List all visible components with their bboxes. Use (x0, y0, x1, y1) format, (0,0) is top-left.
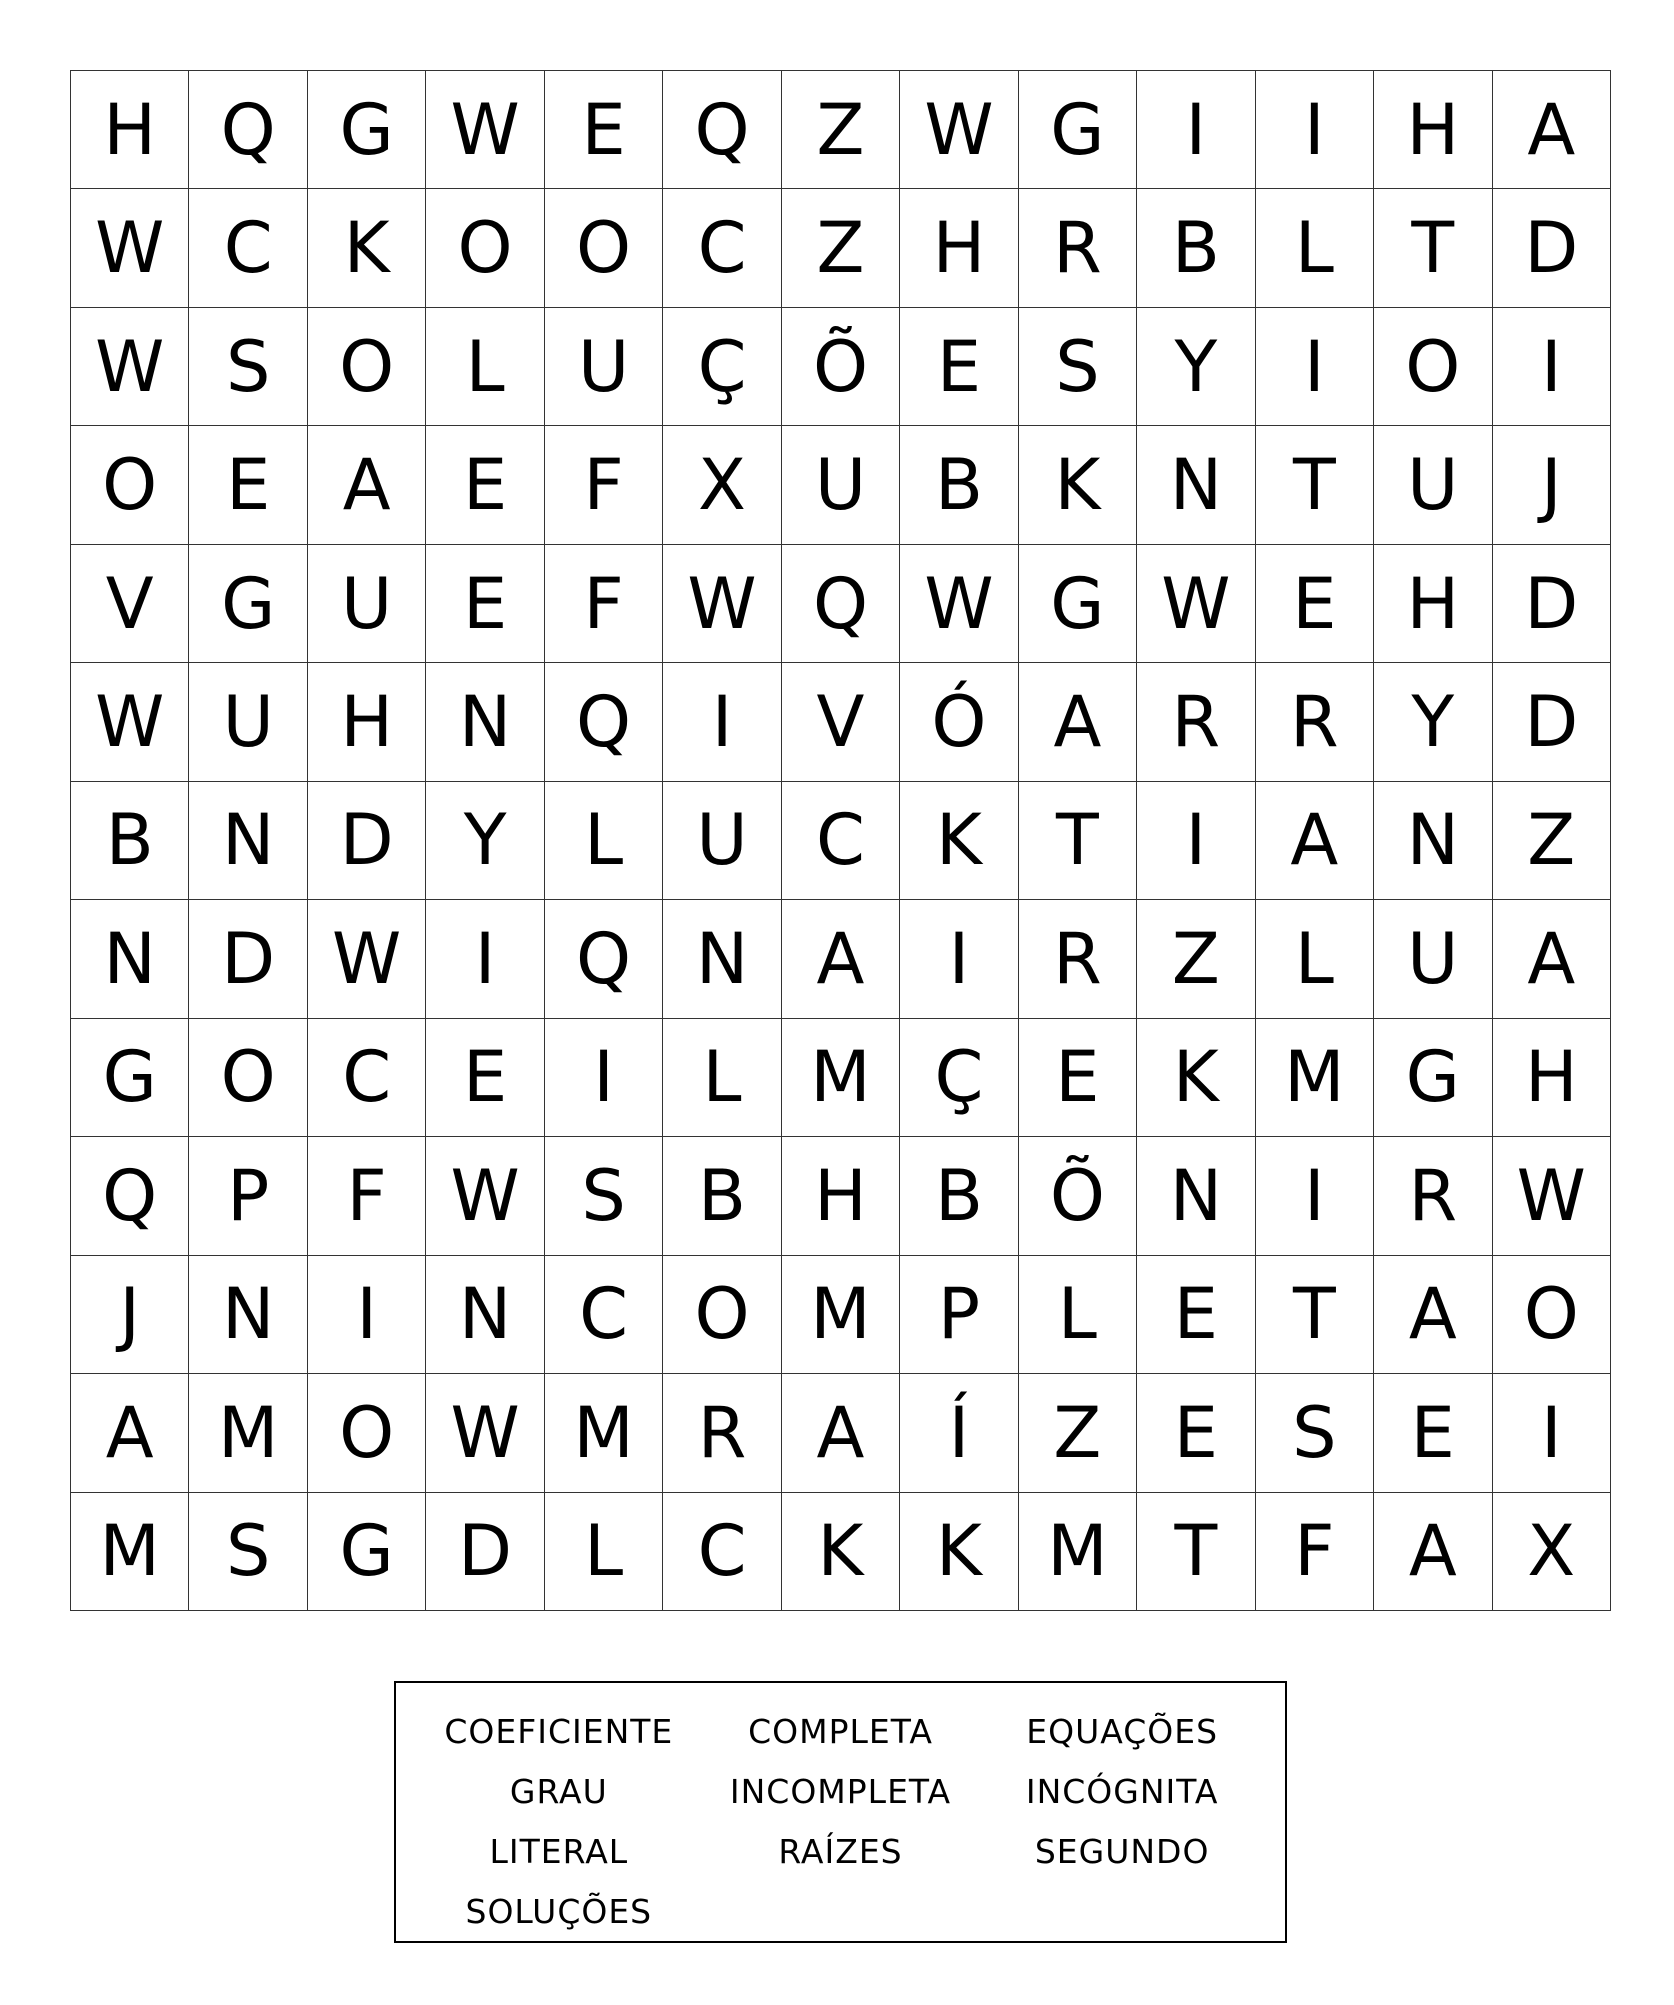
grid-cell[interactable]: Z (782, 189, 900, 307)
grid-cell[interactable]: H (308, 663, 426, 781)
grid-cell[interactable]: X (663, 426, 781, 544)
grid-cell[interactable]: A (1374, 1256, 1492, 1374)
grid-cell[interactable]: C (308, 1019, 426, 1137)
grid-cell[interactable]: T (1256, 1256, 1374, 1374)
grid-cell[interactable]: H (1374, 71, 1492, 189)
grid-cell[interactable]: M (71, 1493, 189, 1611)
grid-cell[interactable]: M (782, 1256, 900, 1374)
grid-cell[interactable]: N (189, 1256, 307, 1374)
grid-cell[interactable]: F (545, 426, 663, 544)
grid-cell[interactable]: A (782, 900, 900, 1018)
grid-cell[interactable]: E (1137, 1374, 1255, 1492)
grid-cell[interactable]: E (1019, 1019, 1137, 1137)
grid-cell[interactable]: Q (189, 71, 307, 189)
grid-cell[interactable]: D (426, 1493, 544, 1611)
grid-cell[interactable]: M (1019, 1493, 1137, 1611)
grid-cell[interactable]: A (1019, 663, 1137, 781)
grid-cell[interactable]: P (900, 1256, 1018, 1374)
grid-cell[interactable]: I (663, 663, 781, 781)
grid-cell[interactable]: H (71, 71, 189, 189)
grid-cell[interactable]: G (308, 1493, 426, 1611)
grid-cell[interactable]: I (900, 900, 1018, 1018)
grid-cell[interactable]: E (426, 426, 544, 544)
grid-cell[interactable]: S (189, 1493, 307, 1611)
grid-cell[interactable]: H (782, 1137, 900, 1255)
grid-cell[interactable]: A (1493, 71, 1611, 189)
grid-cell[interactable]: Ç (900, 1019, 1018, 1137)
grid-cell[interactable]: W (1493, 1137, 1611, 1255)
grid-cell[interactable]: A (1493, 900, 1611, 1018)
grid-cell[interactable]: U (663, 782, 781, 900)
grid-cell[interactable]: Ç (663, 308, 781, 426)
grid-cell[interactable]: K (308, 189, 426, 307)
grid-cell[interactable]: U (308, 545, 426, 663)
grid-cell[interactable]: M (545, 1374, 663, 1492)
grid-cell[interactable]: W (71, 189, 189, 307)
grid-cell[interactable]: S (189, 308, 307, 426)
grid-cell[interactable]: I (1137, 782, 1255, 900)
grid-cell[interactable]: K (1137, 1019, 1255, 1137)
grid-cell[interactable]: O (308, 308, 426, 426)
word-list-item: COMPLETA (748, 1711, 933, 1751)
grid-cell[interactable]: L (545, 1493, 663, 1611)
word-list-item: INCOMPLETA (729, 1771, 952, 1811)
word-list-item: GRAU (509, 1771, 608, 1811)
grid-cell[interactable]: F (545, 545, 663, 663)
grid-cell[interactable]: V (782, 663, 900, 781)
word-list (394, 1681, 1287, 1943)
grid-cell[interactable]: W (663, 545, 781, 663)
grid-cell[interactable]: R (1256, 663, 1374, 781)
grid-cell[interactable]: Ó (900, 663, 1018, 781)
grid-cell[interactable]: T (1374, 189, 1492, 307)
grid-cell[interactable]: W (900, 545, 1018, 663)
grid-cell[interactable]: Z (782, 71, 900, 189)
grid-cell[interactable]: L (1256, 189, 1374, 307)
word-list-item: INCÓGNITA (1025, 1771, 1219, 1811)
grid-cell[interactable]: G (189, 545, 307, 663)
grid-cell[interactable]: N (71, 900, 189, 1018)
grid-cell[interactable]: N (426, 663, 544, 781)
grid-cell[interactable]: W (900, 71, 1018, 189)
grid-cell[interactable]: R (1019, 900, 1137, 1018)
grid-cell[interactable]: Õ (782, 308, 900, 426)
grid-cell[interactable]: U (189, 663, 307, 781)
grid-cell[interactable]: B (900, 1137, 1018, 1255)
grid-cell[interactable]: K (900, 782, 1018, 900)
word-list-item: EQUAÇÕES (1026, 1711, 1219, 1751)
grid-cell[interactable]: H (1493, 1019, 1611, 1137)
grid-cell[interactable]: A (71, 1374, 189, 1492)
grid-cell[interactable]: N (1137, 426, 1255, 544)
grid-cell[interactable]: U (545, 308, 663, 426)
grid-cell[interactable]: T (1137, 1493, 1255, 1611)
grid-cell[interactable]: H (900, 189, 1018, 307)
grid-cell[interactable]: Q (663, 71, 781, 189)
grid-cell[interactable]: E (189, 426, 307, 544)
grid-cell[interactable]: C (545, 1256, 663, 1374)
grid-cell[interactable]: X (1493, 1493, 1611, 1611)
grid-cell[interactable]: A (782, 1374, 900, 1492)
grid-cell[interactable]: R (1374, 1137, 1492, 1255)
grid-cell[interactable]: E (1137, 1256, 1255, 1374)
grid-cell[interactable]: Q (545, 663, 663, 781)
letter-grid (70, 70, 1611, 1611)
grid-cell[interactable]: I (1137, 71, 1255, 189)
grid-cell[interactable]: E (1374, 1374, 1492, 1492)
grid-cell[interactable]: D (1493, 189, 1611, 307)
grid-cell[interactable]: N (189, 782, 307, 900)
grid-cell[interactable]: E (426, 1019, 544, 1137)
grid-cell[interactable]: G (308, 71, 426, 189)
grid-cell[interactable]: G (1019, 71, 1137, 189)
grid-cell[interactable]: E (1256, 545, 1374, 663)
grid-cell[interactable]: S (545, 1137, 663, 1255)
grid-cell[interactable]: O (545, 189, 663, 307)
grid-cell[interactable]: Z (1493, 782, 1611, 900)
grid-cell[interactable]: I (1493, 308, 1611, 426)
grid-cell[interactable]: H (1374, 545, 1492, 663)
grid-cell[interactable]: B (1137, 189, 1255, 307)
grid-cell[interactable]: O (189, 1019, 307, 1137)
grid-cell[interactable]: U (1374, 426, 1492, 544)
grid-cell[interactable]: S (1256, 1374, 1374, 1492)
grid-cell[interactable]: N (426, 1256, 544, 1374)
grid-cell[interactable]: W (426, 71, 544, 189)
grid-cell[interactable]: O (71, 426, 189, 544)
word-list-item: LITERAL (489, 1831, 629, 1871)
grid-cell[interactable]: U (782, 426, 900, 544)
grid-cell[interactable]: T (1019, 782, 1137, 900)
grid-cell[interactable]: Y (1374, 663, 1492, 781)
grid-cell[interactable]: A (308, 426, 426, 544)
grid-cell[interactable]: G (71, 1019, 189, 1137)
grid-cell[interactable]: J (1493, 426, 1611, 544)
grid-cell[interactable]: F (1256, 1493, 1374, 1611)
grid-cell[interactable]: U (1374, 900, 1492, 1018)
grid-cell[interactable]: I (1256, 308, 1374, 426)
grid-cell[interactable]: F (308, 1137, 426, 1255)
grid-cell[interactable]: W (71, 308, 189, 426)
grid-cell[interactable]: Z (1137, 900, 1255, 1018)
grid-cell[interactable]: Q (71, 1137, 189, 1255)
grid-cell[interactable]: A (1374, 1493, 1492, 1611)
grid-cell[interactable]: P (189, 1137, 307, 1255)
grid-cell[interactable]: D (1493, 663, 1611, 781)
grid-cell[interactable]: I (1256, 71, 1374, 189)
word-list-item: COEFICIENTE (444, 1711, 674, 1751)
grid-cell[interactable]: I (1256, 1137, 1374, 1255)
grid-cell[interactable]: Õ (1019, 1137, 1137, 1255)
grid-cell[interactable]: O (1374, 308, 1492, 426)
grid-cell[interactable]: J (71, 1256, 189, 1374)
grid-cell[interactable]: Q (545, 900, 663, 1018)
grid-cell[interactable]: T (1256, 426, 1374, 544)
grid-cell[interactable]: N (663, 900, 781, 1018)
grid-cell[interactable]: L (663, 1019, 781, 1137)
grid-cell[interactable]: E (900, 308, 1018, 426)
grid-cell[interactable]: N (1374, 782, 1492, 900)
grid-cell[interactable]: C (189, 189, 307, 307)
grid-cell[interactable]: Y (1137, 308, 1255, 426)
grid-cell[interactable]: W (308, 900, 426, 1018)
grid-cell[interactable]: W (71, 663, 189, 781)
grid-cell[interactable]: M (189, 1374, 307, 1492)
grid-cell[interactable]: E (545, 71, 663, 189)
grid-cell[interactable]: D (1493, 545, 1611, 663)
grid-cell[interactable]: V (71, 545, 189, 663)
word-list-item: RAÍZES (778, 1831, 903, 1871)
grid-cell[interactable]: I (545, 1019, 663, 1137)
grid-cell[interactable]: M (1256, 1019, 1374, 1137)
grid-cell[interactable]: W (426, 1137, 544, 1255)
grid-cell[interactable]: I (308, 1256, 426, 1374)
grid-cell[interactable]: D (308, 782, 426, 900)
grid-cell[interactable]: R (1137, 663, 1255, 781)
grid-cell[interactable]: R (1019, 189, 1137, 307)
grid-cell[interactable]: K (782, 1493, 900, 1611)
grid-cell[interactable]: E (426, 545, 544, 663)
grid-cell[interactable]: O (663, 1256, 781, 1374)
grid-cell[interactable]: A (1256, 782, 1374, 900)
grid-cell[interactable]: S (1019, 308, 1137, 426)
grid-cell[interactable]: I (426, 900, 544, 1018)
grid-cell[interactable]: O (308, 1374, 426, 1492)
grid-cell[interactable]: L (1019, 1256, 1137, 1374)
grid-cell[interactable]: C (663, 1493, 781, 1611)
grid-cell[interactable]: D (189, 900, 307, 1018)
grid-cell[interactable]: O (426, 189, 544, 307)
grid-cell[interactable]: Y (426, 782, 544, 900)
grid-cell[interactable]: M (782, 1019, 900, 1137)
grid-cell[interactable]: L (1256, 900, 1374, 1018)
grid-cell[interactable]: R (663, 1374, 781, 1492)
grid-cell[interactable]: O (1493, 1256, 1611, 1374)
grid-cell[interactable]: B (663, 1137, 781, 1255)
grid-cell[interactable]: L (426, 308, 544, 426)
grid-cell[interactable]: W (1137, 545, 1255, 663)
grid-cell[interactable]: N (1137, 1137, 1255, 1255)
grid-cell[interactable]: B (71, 782, 189, 900)
grid-cell[interactable]: G (1374, 1019, 1492, 1137)
grid-cell[interactable]: I (1493, 1374, 1611, 1492)
grid-cell[interactable]: K (900, 1493, 1018, 1611)
word-list-item: SEGUNDO (1034, 1831, 1210, 1871)
grid-cell[interactable]: C (663, 189, 781, 307)
grid-cell[interactable]: C (782, 782, 900, 900)
grid-cell[interactable]: B (900, 426, 1018, 544)
grid-cell[interactable]: Z (1019, 1374, 1137, 1492)
grid-cell[interactable]: K (1019, 426, 1137, 544)
grid-cell[interactable]: G (1019, 545, 1137, 663)
grid-cell[interactable]: L (545, 782, 663, 900)
word-list-item: SOLUÇÕES (465, 1891, 653, 1931)
grid-cell[interactable]: Í (900, 1374, 1018, 1492)
grid-cell[interactable]: Q (782, 545, 900, 663)
grid-cell[interactable]: W (426, 1374, 544, 1492)
